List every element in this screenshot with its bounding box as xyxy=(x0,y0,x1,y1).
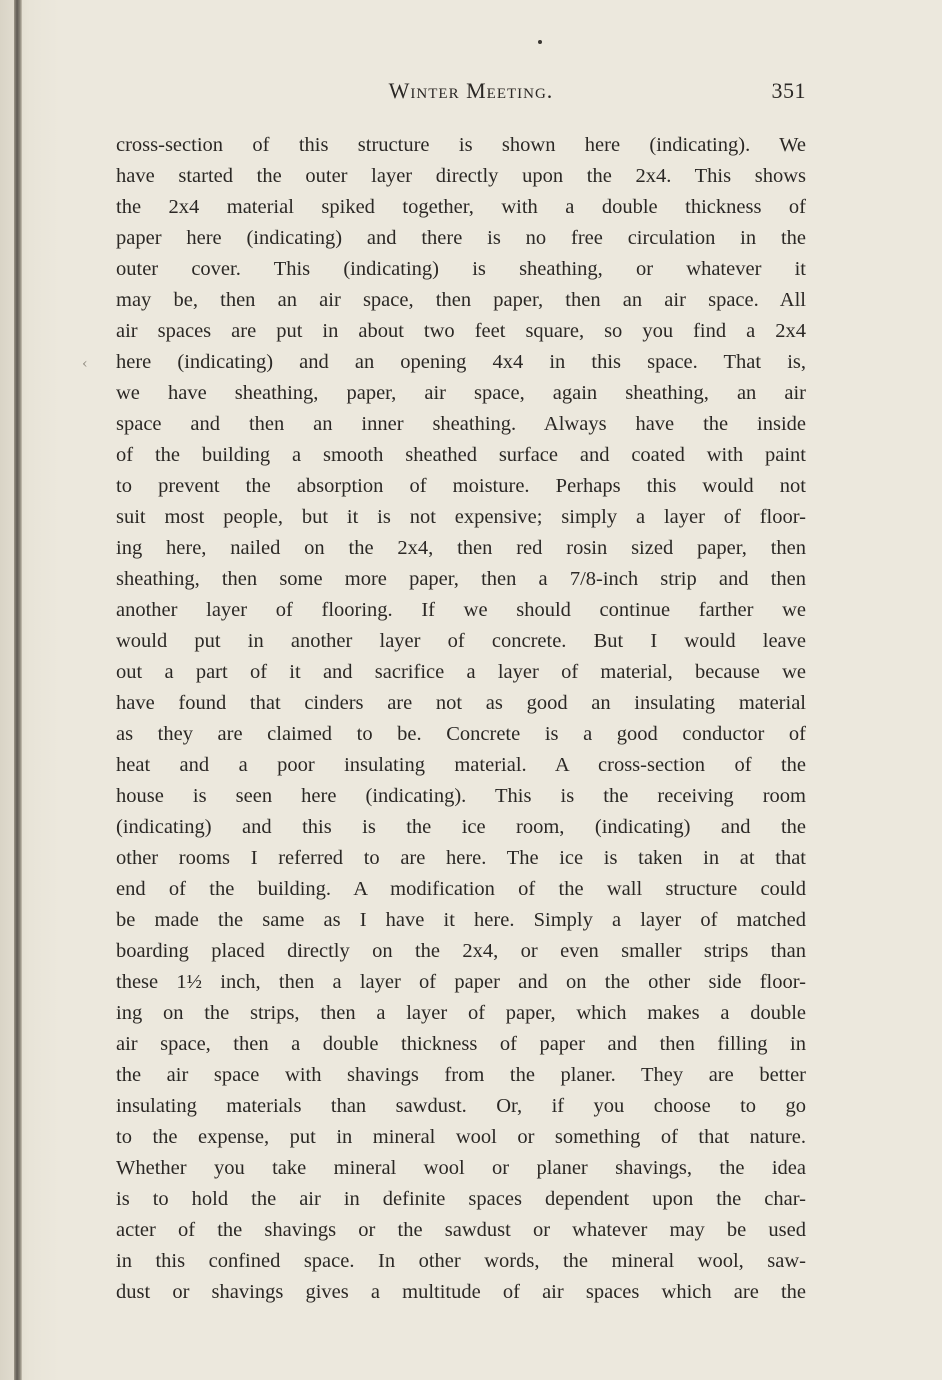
text-line: we have sheathing, paper, air space, again sheathing, an air xyxy=(116,382,806,404)
text-line: insulating materials than sawdust. Or, if you choose to go xyxy=(116,1095,806,1117)
text-line: would put in another layer of concrete. But I would leave xyxy=(116,630,806,652)
text-line: out a part of it and sacrifice a layer of material, because we xyxy=(116,661,806,683)
text-line: dust or shavings gives a multitude of air spaces which are the xyxy=(116,1281,806,1303)
text-line: other rooms I referred to are here. The ice is taken in at that xyxy=(116,847,806,869)
text-line: may be, then an air space, then paper, then an air space. All xyxy=(116,289,806,311)
text-line: outer cover. This (indicating) is sheathing, or whatever it xyxy=(116,258,806,280)
text-line: be made the same as I have it here. Simply a layer of matched xyxy=(116,909,806,931)
text-line: end of the building. A modification of the wall structure could xyxy=(116,878,806,900)
text-line: boarding placed directly on the 2x4, or even smaller strips than xyxy=(116,940,806,962)
text-line: the air space with shavings from the planer. They are better xyxy=(116,1064,806,1086)
text-line: sheathing, then some more paper, then a 7/8-inch strip and then xyxy=(116,568,806,590)
text-line: (indicating) and this is the ice room, (indicating) and the xyxy=(116,816,806,838)
text-line: heat and a poor insulating material. A cross-section of the xyxy=(116,754,806,776)
margin-mark: ‹ xyxy=(82,356,88,372)
text-line: have found that cinders are not as good an insulating material xyxy=(116,692,806,714)
page-number: 351 xyxy=(771,78,806,103)
text-line: Whether you take mineral wool or planer shavings, the idea xyxy=(116,1157,806,1179)
text-line: here (indicating) and an opening 4x4 in this space. That is, xyxy=(116,351,806,373)
text-line: as they are claimed to be. Concrete is a good conductor of xyxy=(116,723,806,745)
text-line: another layer of flooring. If we should continue farther we xyxy=(116,599,806,621)
ink-dot-mark xyxy=(538,40,542,44)
text-line: cross-section of this structure is shown here (indicating). We xyxy=(116,134,806,156)
text-line: these 1½ inch, then a layer of paper and on the other side floor- xyxy=(116,971,806,993)
text-line: ing on the strips, then a layer of paper, which makes a double xyxy=(116,1002,806,1024)
text-line: have started the outer layer directly upon the 2x4. This shows xyxy=(116,165,806,187)
body-text xyxy=(116,130,806,1308)
text-line: is to hold the air in definite spaces dependent upon the char- xyxy=(116,1188,806,1210)
running-head-title: Winter Meeting. xyxy=(388,78,554,103)
text-line: acter of the shavings or the sawdust or whatever may be used xyxy=(116,1219,806,1241)
text-line: in this confined space. In other words, the mineral wool, saw- xyxy=(116,1250,806,1272)
text-line: air space, then a double thickness of paper and then filling in xyxy=(116,1033,806,1055)
text-line: to the expense, put in mineral wool or something of that nature. xyxy=(116,1126,806,1148)
page-binding-edge xyxy=(14,0,22,1380)
text-line: space and then an inner sheathing. Always have the inside xyxy=(116,413,806,435)
running-head xyxy=(116,78,806,110)
text-line: house is seen here (indicating). This is the receiving room xyxy=(116,785,806,807)
text-line: paper here (indicating) and there is no free circulation in the xyxy=(116,227,806,249)
text-line: suit most people, but it is not expensive; simply a layer of floor- xyxy=(116,506,806,528)
text-line: of the building a smooth sheathed surface and coated with paint xyxy=(116,444,806,466)
text-line: ing here, nailed on the 2x4, then red rosin sized paper, then xyxy=(116,537,806,559)
text-line: air spaces are put in about two feet square, so you find a 2x4 xyxy=(116,320,806,342)
text-line: the 2x4 material spiked together, with a double thickness of xyxy=(116,196,806,218)
text-line: to prevent the absorption of moisture. Perhaps this would not xyxy=(116,475,806,497)
